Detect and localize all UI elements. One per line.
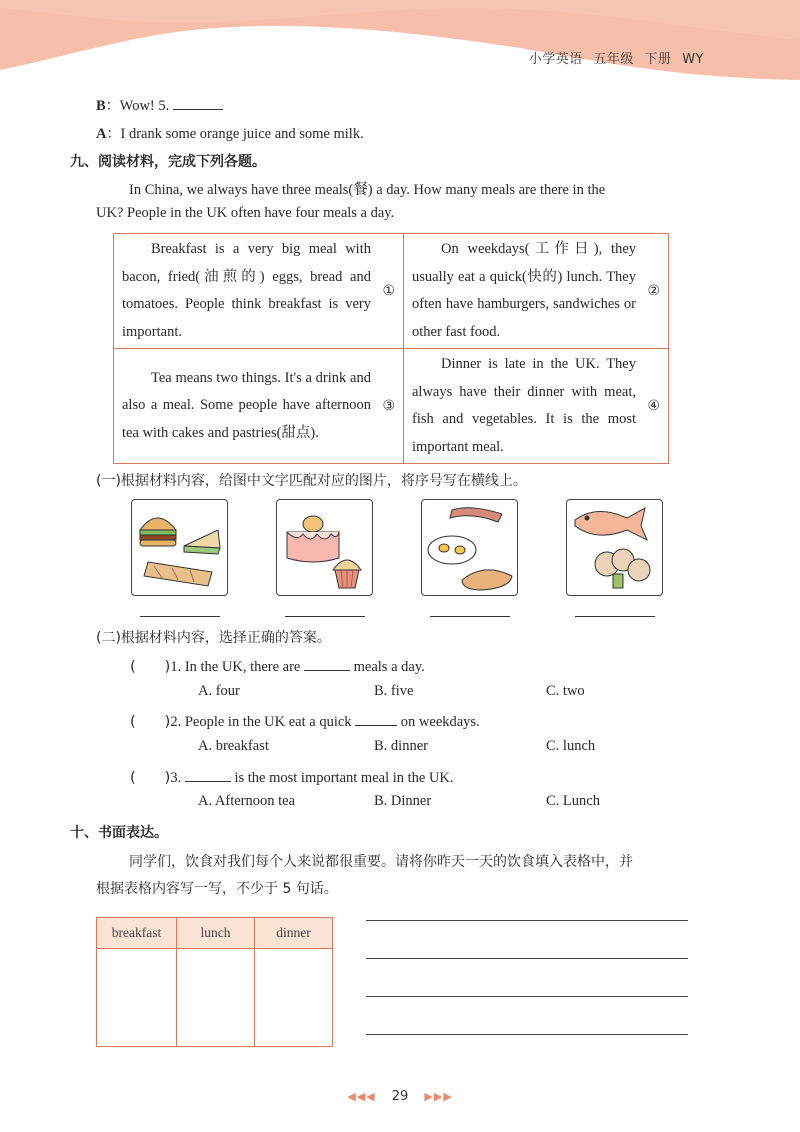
- question-1: [130, 655, 425, 676]
- writing-line-3[interactable]: [366, 996, 688, 997]
- reading-cell-4-number: ④: [647, 398, 660, 414]
- question-3: [130, 766, 454, 787]
- match-answer-line-3[interactable]: [430, 616, 510, 617]
- question-2-option-b[interactable]: B. dinner: [374, 738, 428, 754]
- question-1-answer-paren[interactable]: ( ): [130, 659, 171, 675]
- question-2: [130, 710, 480, 731]
- question-3-answer-paren[interactable]: ( ): [130, 770, 171, 786]
- section10-prompt-line2: 根据表格内容写一写，不少于 5 句话。: [96, 881, 338, 897]
- writing-line-1[interactable]: [366, 920, 688, 921]
- picture-burger-sandwich-wrap: [131, 499, 228, 596]
- speaker-b: B: [96, 98, 106, 114]
- reading-cell-1-text: Breakfast is a very big meal with bacon, fried(油煎的) eggs, bread and tomatoes. People think breakfast is very important.: [122, 241, 371, 340]
- reading-cell-3-number: ③: [382, 398, 395, 414]
- question-3-stem-start: 3.: [170, 770, 182, 786]
- reading-table: [113, 233, 669, 464]
- question-1-blank: [304, 657, 350, 671]
- question-3-option-c[interactable]: C. Lunch: [546, 793, 600, 809]
- header-grade: 五年级: [593, 52, 634, 67]
- speaker-a: A: [96, 126, 107, 142]
- diet-cell-lunch[interactable]: [177, 949, 255, 1047]
- left-arrows-icon: ◀◀◀: [347, 1090, 376, 1103]
- dialogue-a-line: A：I drank some orange juice and some milk.: [96, 126, 364, 142]
- match-answer-line-2[interactable]: [285, 616, 365, 617]
- picture-cake-cupcake: [276, 499, 373, 596]
- reading-cell-4: [404, 349, 669, 464]
- cake-icon: [277, 500, 371, 594]
- reading-cell-3-text: Tea means two things. It's a drink and also a meal. Some people have afternoon tea with cakes and pastries(甜点).: [122, 369, 371, 441]
- question-3-option-b[interactable]: B. Dinner: [374, 793, 432, 809]
- reading-cell-2-text: On weekdays(工作日), they usually eat a quick(快的) lunch. They often have hamburgers, sandwiches or other fast food.: [412, 241, 636, 340]
- dialogue-b-line: B：Wow! 5.: [96, 95, 223, 115]
- question-3-stem-end: is the most important meal in the UK.: [234, 770, 454, 786]
- right-arrows-icon: ▶▶▶: [424, 1090, 453, 1103]
- question-3-option-a[interactable]: A. Afternoon tea: [198, 793, 296, 809]
- reading-cell-3: [114, 349, 404, 464]
- question-3-blank: [185, 768, 231, 782]
- header-info: [529, 48, 704, 67]
- page-footer: [0, 1089, 800, 1104]
- diet-cell-breakfast[interactable]: [97, 949, 177, 1047]
- header-edition: WY: [682, 52, 704, 67]
- question-1-stem-end: meals a day.: [353, 659, 425, 675]
- diet-header-lunch: lunch: [177, 918, 255, 949]
- writing-line-2[interactable]: [366, 958, 688, 959]
- reading-cell-2: [404, 234, 669, 349]
- question-2-answer-paren[interactable]: ( ): [130, 714, 171, 730]
- dialogue-a-text: I drank some orange juice and some milk.: [120, 126, 364, 142]
- question-1-option-a[interactable]: A. four: [198, 683, 240, 699]
- picture-bacon-eggs-bread: [421, 499, 518, 596]
- diet-header-breakfast: breakfast: [97, 918, 177, 949]
- question-1-option-c[interactable]: C. two: [546, 683, 585, 699]
- part2-title: (二)根据材料内容，选择正确的答案。: [96, 630, 331, 646]
- part1-title: (一)根据材料内容，给图中文字匹配对应的图片，将序号写在横线上。: [96, 473, 527, 489]
- diet-header-dinner: dinner: [255, 918, 333, 949]
- header-band: [0, 0, 800, 80]
- question-2-stem-start: 2. People in the UK eat a quick: [170, 714, 352, 730]
- section10-title: 十、书面表达。: [70, 825, 168, 841]
- picture-fish-vegetables: [566, 499, 663, 596]
- header-subject: 小学英语: [528, 52, 583, 67]
- dialogue-b-text: Wow! 5.: [119, 98, 170, 114]
- answer-blank-5[interactable]: [173, 96, 223, 110]
- reading-cell-1: [114, 234, 404, 349]
- reading-cell-4-text: Dinner is late in the UK. They always have their dinner with meat, fish and vegetables. It is the most important meal.: [412, 356, 636, 455]
- section9-title: 九、阅读材料，完成下列各题。: [70, 154, 266, 170]
- section10-prompt-line1: 同学们，饮食对我们每个人来说都很重要。请将你昨天一天的饮食填入表格中，并: [129, 854, 633, 870]
- question-2-option-a[interactable]: A. breakfast: [198, 738, 269, 754]
- page-number: 29: [391, 1089, 409, 1104]
- question-2-stem-end: on weekdays.: [400, 714, 480, 730]
- diet-table: [96, 917, 333, 1047]
- question-2-option-c[interactable]: C. lunch: [546, 738, 596, 754]
- header-volume: 下册: [644, 52, 672, 67]
- match-answer-line-1[interactable]: [140, 616, 220, 617]
- fish-icon: [567, 500, 661, 594]
- section9-intro-line1: In China, we always have three meals(餐) a day. How many meals are there in the: [129, 182, 606, 198]
- reading-cell-2-number: ②: [647, 283, 660, 299]
- question-1-stem-start: 1. In the UK, there are: [170, 659, 301, 675]
- burger-sandwich-icon: [132, 500, 226, 594]
- diet-cell-dinner[interactable]: [255, 949, 333, 1047]
- question-2-blank: [355, 712, 397, 726]
- question-1-option-b[interactable]: B. five: [374, 683, 414, 699]
- match-answer-line-4[interactable]: [575, 616, 655, 617]
- reading-cell-1-number: ①: [382, 283, 395, 299]
- writing-line-4[interactable]: [366, 1034, 688, 1035]
- section9-intro-line2: UK? People in the UK often have four meals a day.: [96, 205, 395, 221]
- bacon-eggs-icon: [422, 500, 516, 594]
